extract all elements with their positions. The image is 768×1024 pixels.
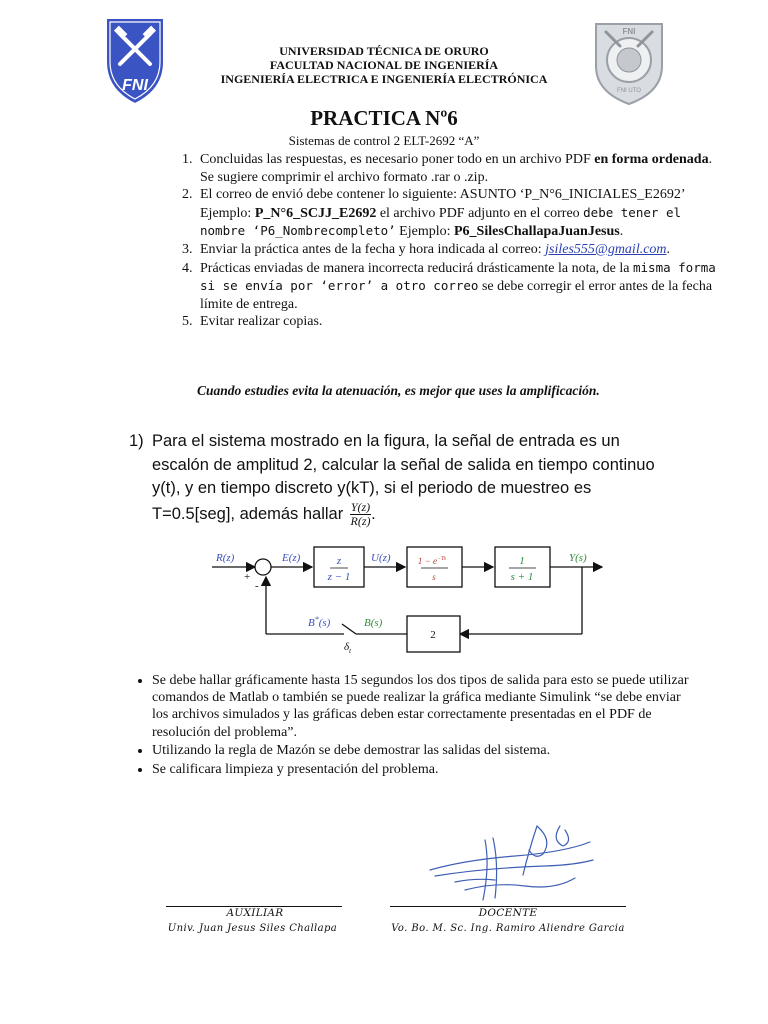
error-label: E(z)	[282, 552, 301, 564]
bstar-label: B*(s)	[308, 615, 331, 629]
minus-sign: -	[255, 580, 259, 592]
u-label: U(z)	[371, 552, 391, 564]
rule-item: 2. El correo de envió debe contener lo siguiente: ASUNTO ‘P_N°6_INICIALES_E2692’ Ejemplo: P_N°6_SCJJ_E2692 el archivo PDF adjunto en el correo debe tener el nombre ‘P6_Nombrecompleto’ Ejemplo: P6_SilesChallapaJuanJesus.	[196, 186, 716, 241]
rules-list	[152, 151, 716, 331]
sampler-switch	[342, 624, 356, 634]
course-subtitle: Sistemas de control 2 ELT-2692 “A”	[288, 133, 480, 148]
transfer-fraction: $\frac{Y(z)}{R(z)}$	[350, 499, 371, 528]
output-label: Y(s)	[569, 552, 587, 564]
block3-den: s + 1	[510, 571, 534, 583]
rule-item: 1. Concluidas las respuestas, es necesario poner todo en un archivo PDF en forma ordenada. Se sugiere comprimir el archivo formato .rar o .zip.	[196, 151, 716, 186]
university-name: UNIVERSIDAD TÉCNICA DE ORURO	[279, 44, 489, 58]
handwritten-signature	[425, 820, 595, 910]
instructions-list	[128, 672, 697, 780]
block3-num: 1	[519, 555, 525, 567]
logo-right-bottom: FNI UTO	[617, 88, 641, 94]
rule-item: 3. Enviar la práctica antes de la fecha y hora indicada al correo: jsiles555@gmail.com.	[196, 241, 716, 259]
block2-num: $1 - e^{-Ts}$	[417, 556, 447, 566]
email-link[interactable]: jsiles555@gmail.com	[545, 241, 667, 257]
input-label: R(z)	[216, 552, 235, 564]
career-name: INGENIERÍA ELECTRICA E INGENIERÍA ELECTRÓNICA	[220, 72, 548, 86]
aux-name: Univ. Juan Jesus Siles Challapa	[167, 923, 338, 934]
logo-right-text: FNI	[622, 27, 636, 36]
summing-junction	[255, 559, 271, 575]
instruction-item: • Se calificara limpieza y presentación del problema.	[152, 761, 697, 778]
bs-label: B(s)	[364, 617, 383, 629]
block1-den: z − 1	[327, 571, 351, 583]
plus-sign: +	[244, 571, 251, 583]
feedback-gain-label: 2	[430, 629, 436, 641]
instruction-item: • Se debe hallar gráficamente hasta 15 segundos los dos tipos de salida para esto se puede utilizar comandos de Matlab o también se puede realizar la gráfica mediante Simulink “se debe enviar los archivos simulados y las gráficas deben estar correctamente presentadas en el PDF de resolución del problema”.	[152, 672, 697, 741]
aux-label: AUXILIAR	[226, 907, 284, 919]
logo-left-text: FNI	[122, 77, 148, 94]
motivational-quote: Cuando estudies evita la atenuación, es mejor que uses la amplificación.	[197, 383, 600, 398]
problem-number: 1)	[129, 432, 144, 450]
block1-num: z	[336, 555, 342, 567]
problem-statement: 1) Para el sistema mostrado en la figura, la señal de entrada es un escalón de amplitud 2, calcular la señal de salida en tiempo continuo y(t), y en tiempo discreto y(kT), si el periodo de muestreo es T=0.5[seg], además hallar $\frac{Y(z)}{R(z)}$ .	[129, 432, 655, 528]
rule-item: 4. Prácticas enviadas de manera incorrecta reducirá drásticamente la nota, de la misma forma si se envía por ‘error’ a otro correo se debe corregir el error antes de la fecha límite de entrega.	[196, 259, 716, 314]
block-diagram	[200, 538, 610, 658]
rule-item: 5. Evitar realizar copias.	[196, 313, 716, 331]
doc-label: DOCENTE	[478, 907, 538, 919]
delta-label: $\delta_t$	[344, 641, 352, 655]
block2-den: s	[432, 572, 436, 582]
instruction-item: • Utilizando la regla de Mazón se debe demostrar las salidas del sistema.	[152, 742, 697, 759]
page-title: PRACTICA Nº6	[310, 106, 458, 130]
faculty-name: FACULTAD NACIONAL DE INGENIERÍA	[269, 58, 499, 72]
doc-name: Vo. Bo. M. Sc. Ing. Ramiro Aliendre Garcia	[391, 923, 625, 934]
